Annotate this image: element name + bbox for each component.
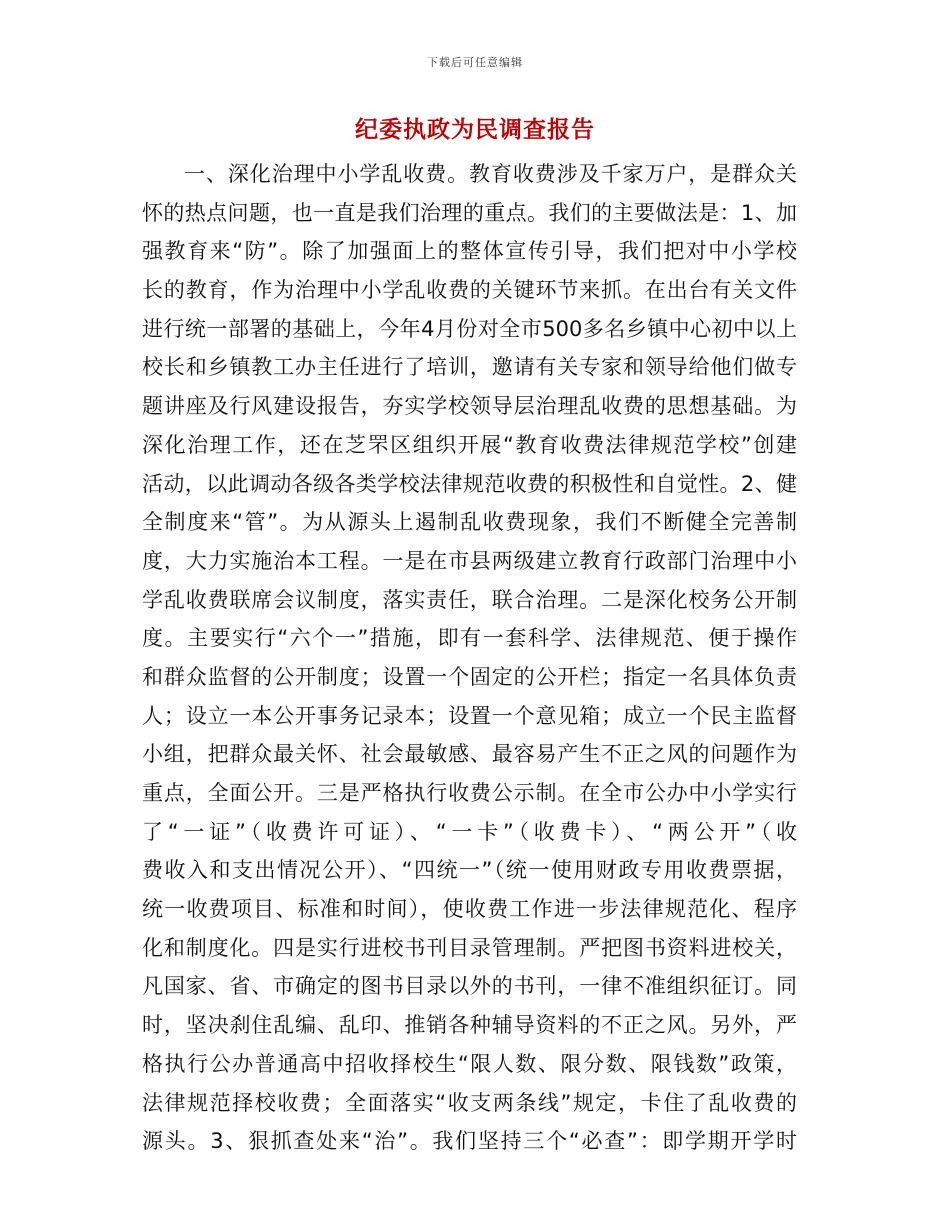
body-line: 了“一证”（收费许可证）、“一卡”（收费卡）、“两公开”（收 <box>142 819 797 844</box>
body-line: 全制度来“管”。为从源头上遏制乱收费现象，我们不断健全完善制 <box>142 510 797 535</box>
body-line: 人；设立一本公开事务记录本；设置一个意见箱；成立一个民主监督 <box>142 703 797 728</box>
body-line: 长的教育，作为治理中小学乱收费的关键环节来抓。在出台有关文件 <box>142 278 797 303</box>
body-line: 怀的热点问题，也一直是我们治理的重点。我们的主要做法是：1、加 <box>142 200 797 225</box>
body-line: 深化治理工作，还在芝罘区组织开展“教育收费法律规范学校”创建 <box>142 432 797 457</box>
body-line: 学乱收费联席会议制度，落实责任，联合治理。二是深化校务公开制 <box>142 587 797 612</box>
body-line: 统一收费项目、标准和时间），使收费工作进一步法律规范化、程序 <box>142 897 797 922</box>
body-line: 校长和乡镇教工办主任进行了培训，邀请有关专家和领导给他们做专 <box>142 355 797 380</box>
body-line: 费收入和支出情况公开）、“四统一”（统一使用财政专用收费票据， <box>142 858 797 883</box>
body-line: 强教育来“防”。除了加强面上的整体宣传引导，我们把对中小学校 <box>142 239 797 264</box>
body-line: 一、深化治理中小学乱收费。教育收费涉及千家万户，是群众关 <box>184 162 797 186</box>
document-title: 纪委执政为民调查报告 <box>355 117 595 143</box>
body-line: 化和制度化。四是实行进校书刊目录管理制。严把图书资料进校关， <box>142 935 797 960</box>
body-line: 法律规范择校收费；全面落实“收支两条线”规定，卡住了乱收费的 <box>142 1090 797 1115</box>
header-note: 下载后可任意编辑 <box>427 56 523 69</box>
document-body <box>142 155 797 1161</box>
body-line: 时，坚决刹住乱编、乱印、推销各种辅导资料的不正之风。另外，严 <box>142 1013 797 1038</box>
body-line: 进行统一部署的基础上，今年4月份对全市500多名乡镇中心初中以上 <box>142 316 797 341</box>
body-line: 格执行公办普通高中招收择校生“限人数、限分数、限钱数”政策， <box>142 1051 797 1076</box>
body-line: 小组，把群众最关怀、社会最敏感、最容易产生不正之风的问题作为 <box>142 742 797 767</box>
body-line: 度。主要实行“六个一”措施，即有一套科学、法律规范、便于操作 <box>142 626 797 651</box>
body-line: 凡国家、省、市确定的图书目录以外的书刊，一律不准组织征订。同 <box>142 974 797 999</box>
body-line: 题讲座及行风建设报告，夯实学校领导层治理乱收费的思想基础。为 <box>142 394 797 419</box>
body-line: 和群众监督的公开制度；设置一个固定的公开栏；指定一名具体负责 <box>142 664 797 689</box>
body-line: 重点，全面公开。三是严格执行收费公示制。在全市公办中小学实行 <box>142 781 797 805</box>
body-line: 活动，以此调动各级各类学校法律规范收费的积极性和自觉性。2、健 <box>142 471 797 496</box>
body-line: 源头。3、狠抓查处来“治”。我们坚持三个“必查”：即学期开学时 <box>142 1129 797 1154</box>
body-line: 度，大力实施治本工程。一是在市县两级建立教育行政部门治理中小 <box>142 548 797 573</box>
